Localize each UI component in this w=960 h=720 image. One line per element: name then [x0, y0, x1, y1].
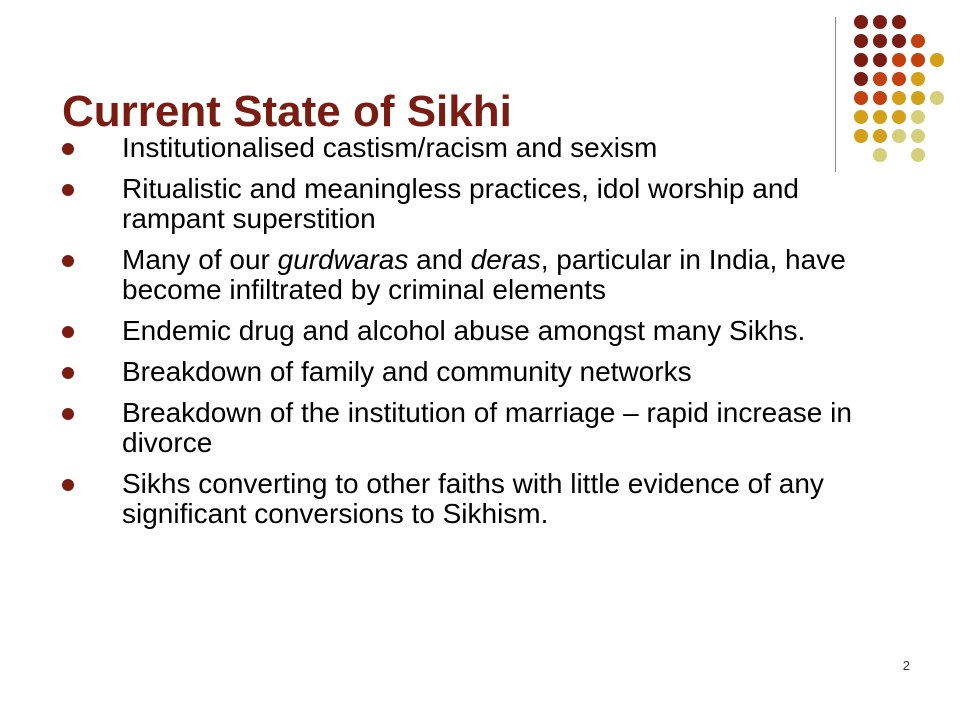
- decorative-dot-icon: [873, 53, 887, 67]
- decorative-dot-icon: [911, 129, 925, 143]
- bullet-dot-icon: [62, 184, 74, 196]
- bullet-list: [62, 133, 902, 540]
- decorative-dot-icon: [854, 34, 868, 48]
- bullet-dot-icon: [62, 408, 74, 420]
- bullet-text: Institutionalised castism/racism and sexism: [122, 132, 658, 163]
- decorative-dot-icon: [854, 72, 868, 86]
- decorative-dot-icon: [854, 53, 868, 67]
- decorative-dot-icon: [873, 110, 887, 124]
- bullet-item: [62, 133, 902, 163]
- decorative-dot-icon: [892, 34, 906, 48]
- decorative-dot-icon: [911, 110, 925, 124]
- decorative-dot-icon: [854, 110, 868, 124]
- bullet-text: , particular in India, have become infiltrated by criminal elements: [122, 244, 846, 305]
- decorative-dot-icon: [892, 110, 906, 124]
- decorative-dot-icon: [854, 15, 868, 29]
- bullet-text: Sikhs converting to other faiths with little evidence of any significant conversions to Sikhism.: [122, 468, 824, 529]
- bullet-dot-icon: [62, 255, 74, 267]
- bullet-text-italic: deras: [470, 244, 541, 275]
- decorative-dot-icon: [854, 91, 868, 105]
- bullet-text: Breakdown of family and community networks: [122, 356, 692, 387]
- bullet-dot-icon: [62, 367, 74, 379]
- bullet-text: Breakdown of the institution of marriage – rapid increase in divorce: [122, 397, 852, 458]
- bullet-dot-icon: [62, 479, 74, 491]
- bullet-item: [62, 398, 902, 458]
- decorative-dot-icon: [873, 34, 887, 48]
- decorative-dot-icon: [892, 91, 906, 105]
- decorative-dot-icon: [911, 91, 925, 105]
- decorative-dot-icon: [911, 34, 925, 48]
- decorative-dot-icon: [911, 53, 925, 67]
- decorative-dot-icon: [873, 91, 887, 105]
- bullet-item: [62, 469, 902, 529]
- decorative-dot-icon: [892, 53, 906, 67]
- bullet-text: and: [408, 244, 471, 275]
- bullet-dot-icon: [62, 326, 74, 338]
- decorative-dot-icon: [930, 53, 944, 67]
- bullet-text: Many of our: [122, 244, 278, 275]
- decorative-dot-icon: [930, 91, 944, 105]
- bullet-text-italic: gurdwaras: [277, 244, 409, 275]
- decorative-dot-icon: [911, 148, 925, 162]
- slide-title: Current State of Sikhi: [62, 87, 512, 136]
- bullet-item: [62, 357, 902, 387]
- bullet-text: Ritualistic and meaningless practices, idol worship and rampant superstition: [122, 173, 800, 234]
- decorative-dot-icon: [892, 72, 906, 86]
- page-number: 2: [902, 658, 910, 673]
- decorative-dot-icon: [911, 72, 925, 86]
- bullet-item: [62, 316, 902, 346]
- bullet-item: [62, 245, 902, 305]
- bullet-text: Endemic drug and alcohol abuse amongst many Sikhs.: [122, 315, 806, 346]
- bullet-dot-icon: [62, 143, 74, 155]
- decorative-dot-icon: [892, 15, 906, 29]
- decorative-dot-icon: [873, 72, 887, 86]
- decorative-dot-icon: [873, 15, 887, 29]
- bullet-item: [62, 174, 902, 234]
